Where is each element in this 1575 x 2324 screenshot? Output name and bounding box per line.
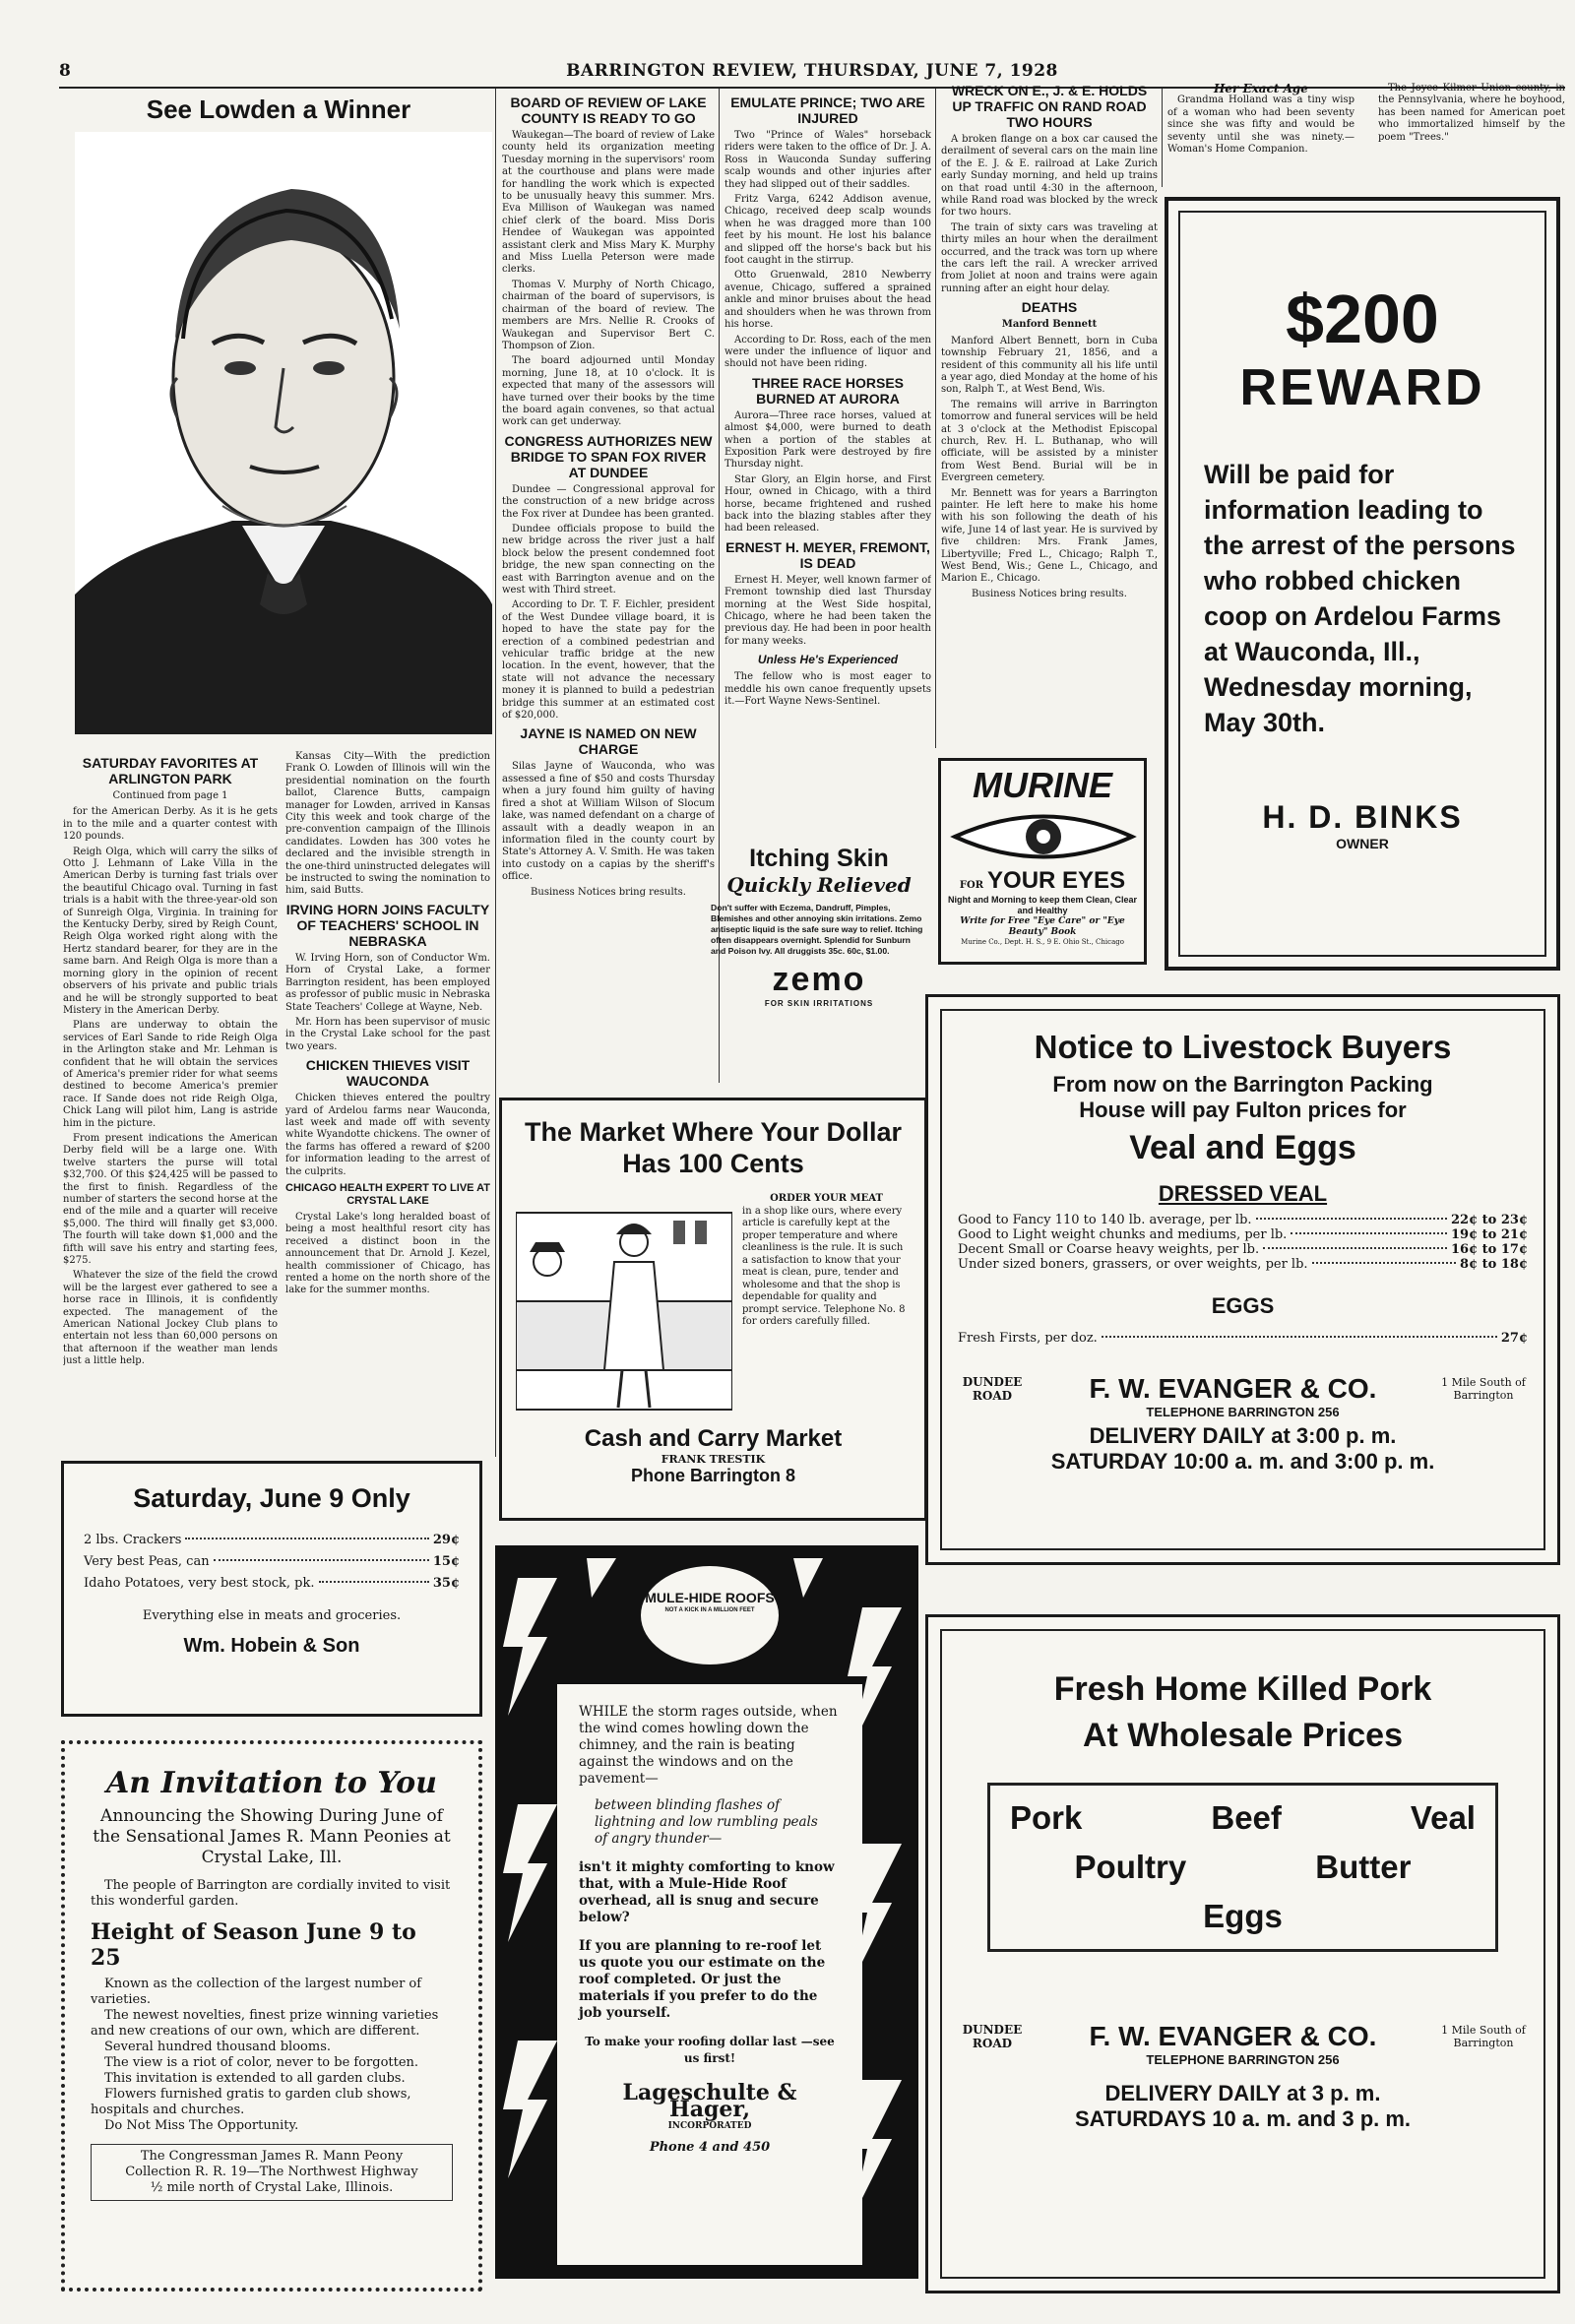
- price-row: [84, 1530, 460, 1551]
- exact-age-headline: Her Exact Age: [1214, 83, 1308, 95]
- deaths-name: Manford Bennett: [1001, 319, 1098, 331]
- market-title: The Market Where Your Dollar Has 100 Cents: [524, 1117, 903, 1178]
- pork-item: Beef: [1211, 1799, 1282, 1836]
- page-number: 8: [59, 61, 71, 81]
- price-value: 16¢ to 17¢: [1451, 1242, 1528, 1257]
- order-heading: ORDER YOUR MEAT: [770, 1193, 883, 1204]
- livestock-title: Notice to Livestock Buyers: [1034, 1029, 1452, 1065]
- livestock-delivery1: DELIVERY DAILY at 3:00 p. m.: [1089, 1423, 1397, 1448]
- article-paragraph: Plans are underway to obtain the services of Earl Sande to ride Reigh Olga in the Arlington stake and Mr. Lehman is confident that he will obtain the services of America's premier rider for what seems destined to become America's premier race. If Sande does not ride Reigh Olga, Chick Lang will pilot him, Lang is astride him in the picture.: [63, 1020, 278, 1129]
- reward-title: REWARD: [1239, 359, 1485, 416]
- pork-firm: F. W. EVANGER & CO.: [1089, 2021, 1377, 2051]
- jayne-headline: JAYNE IS NAMED ON NEW CHARGE: [520, 725, 697, 758]
- pork-title1: Fresh Home Killed Pork: [1053, 1670, 1432, 1708]
- mulehide-inc: INCORPORATED: [667, 2121, 752, 2131]
- eye-icon: [945, 806, 1142, 867]
- article-paragraph: Aurora—Three race horses, valued at almost $4,000, were burned to death when a portion of the stables at Exposition Park were destroyed by fire Thursday night.: [724, 409, 931, 471]
- article-paragraph: Mr. Bennett was for years a Barrington painter. He left here to make his home with his son following the death of his wife, June 14 of last year. He is survived by five children: Mrs. Frank James, Libertyville; Fred L., Chicago; Ralph T., West Bend, Wis.; Gene L., Chicago, and Marion E., Chicago.: [941, 487, 1158, 585]
- price-label: Good to Light weight chunks and mediums, per lb.: [958, 1227, 1288, 1242]
- order-body: in a shop like ours, where every article is carefully kept at the proper temperature and where cleanliness is the rule. It is such a satisfaction to know that your meat is clean, pure, tender and wholesome and that the shop is dependable for quality and prompt service. Telephone No. 8 for orders carefully filled.: [742, 1205, 906, 1327]
- article-paragraph: The Joyce Kilmer Union county, in the Pennsylvania, where he boyhood, has been named for American poet who immortalized himself by the poem "Trees.": [1378, 83, 1565, 143]
- kansas-city-paragraph: Kansas City—With the prediction Frank O. Lowden of Illinois will win the presidential nomination on the fourth ballot, Clarence Butts, campaign manager for Lowden, arrived in Kansas City this week and took charge of the pre-convention campaign of the Illinois candidates. Lowden has 300 votes he declared and the invisible strength in the one-third uninstructed delegates will be instructed to swing the nomination to him, said Butts.: [285, 751, 490, 897]
- business-notice: Business Notices bring results.: [531, 886, 686, 898]
- mulehide-p2: between blinding flashes of lightning and low rumbling peals of angry thunder—: [595, 1797, 818, 1847]
- article-paragraph: Mr. Horn has been supervisor of music in the Crystal Lake school for the past two years.: [285, 1016, 490, 1052]
- price-value: 8¢ to 18¢: [1460, 1257, 1528, 1272]
- article-paragraph: Two "Prince of Wales" horseback riders were taken to the office of Dr. J. A. Ross in Wauconda Sunday suffering scalp wounds and other injuries after they had slipped out of their saddles.: [724, 130, 931, 190]
- livestock-subtitle: From now on the Barrington Packing House will pay Fulton prices for: [1052, 1072, 1433, 1122]
- article-paragraph: The fellow who is most eager to meddle his own canoe frequently upsets it.—Fort Wayne News-Sentinel.: [724, 671, 931, 708]
- column-rule: [495, 89, 496, 1457]
- price-value: 22¢ to 23¢: [1451, 1213, 1528, 1227]
- article-paragraph: According to Dr. Ross, each of the men were under the influence of liquor and should not have been riding.: [724, 334, 931, 370]
- kilmer-article: [1378, 83, 1565, 171]
- invitation-line: Known as the collection of the largest number of varieties.: [91, 1977, 422, 2007]
- price-row: [84, 1551, 460, 1573]
- invitation-season: Height of Season June 9 to 25: [91, 1919, 416, 1971]
- mulehide-text-panel: [557, 1684, 862, 2265]
- business-notice-line: [506, 1057, 713, 1073]
- pork-mile: 1 Mile South of Barrington: [1441, 2024, 1526, 2049]
- price-row: [958, 1242, 1528, 1257]
- mulehide-ad: [495, 1545, 918, 2279]
- pork-item: Veal: [1410, 1799, 1476, 1836]
- continued-line: Continued from page 1: [112, 790, 228, 801]
- board-review-headline: BOARD OF REVIEW OF LAKE COUNTY IS READY TO GO: [510, 94, 707, 126]
- mulehide-p4: If you are planning to re-roof let us quote you our estimate on the roof completed. Or just the materials if you prefer to do the job yourself.: [579, 1938, 826, 2021]
- article-paragraph: Crystal Lake's long heralded boast of being a most healthful resort city has received a distinct boon in the announcement that Dr. Arnold J. Kezel, health commissioner of Chicago, has rented a home on the north shore of the lake for the summer months.: [285, 1211, 490, 1296]
- invitation-line: Several hundred thousand blooms.: [104, 2040, 332, 2054]
- mulehide-logo-text: MULE-HIDE ROOFS: [645, 1590, 775, 1605]
- article-paragraph: Dundee officials propose to build the new bridge across the river just a half block below the present condemned foot bridge, the new span connecting on the east with Barrington avenue and on the west with Third street.: [502, 523, 715, 596]
- price-label: Idaho Potatoes, very best stock, pk.: [84, 1576, 315, 1591]
- reward-name: H. D. BINKS: [1262, 799, 1463, 835]
- market-name: Cash and Carry Market: [584, 1425, 843, 1452]
- price-value: 35¢: [432, 1576, 460, 1591]
- article-paragraph: Silas Jayne of Wauconda, who was assessed a fine of $50 and costs Thursday when a jury found him guilty of having fired a shot at William Wilson of Slocum lake, was named defendant on a charge of assault with a deadly weapon in an information filed in the county court by State's Attorney A. V. Smith. He was taken into custody on a capias by the sheriff's office.: [502, 761, 715, 883]
- invitation-footer: The Congressman James R. Mann Peony Collection R. R. 19—The Northwest Highway ½ mile north of Crystal Lake, Illinois.: [91, 2144, 453, 2201]
- article-paragraph: The remains will arrive in Barrington tomorrow and funeral services will be held at 3 o'clock at the Methodist Episcopal church, Rev. H. L. Buthanap, who will officiate, will be assisted by a minister from West Bend. Burial will be in Evergreen cemetery.: [941, 399, 1158, 484]
- mulehide-firm: Lageschulte & Hager,: [622, 2080, 797, 2122]
- pork-item: Poultry: [1074, 1849, 1187, 1885]
- pork-phone: TELEPHONE BARRINGTON 256: [1146, 2052, 1340, 2067]
- column-4-articles: [724, 91, 931, 839]
- reward-role: OWNER: [1336, 836, 1389, 851]
- article-paragraph: Waukegan—The board of review of Lake county held its organization meeting Tuesday morning in the supervisors' room at the courthouse and plans were made for handling the work which is expected to be unusually heavy this summer. Mrs. Eva Millison of Waukegan was named chief clerk of the board. Miss Doris Hendee of Waukegan was appointed assistant clerk and Miss Mary K. Murphy and Miss Luella Peterson were made clerks.: [502, 130, 715, 276]
- wreck-headline: WRECK ON E., J. & E. HOLDS UP TRAFFIC ON RAND ROAD TWO HOURS: [951, 83, 1148, 130]
- murine-address: Murine Co., Dept. H. S., 9 E. Ohio St., Chicago: [961, 938, 1124, 946]
- zemo-brand: zemo: [772, 961, 866, 998]
- price-row: [958, 1213, 1528, 1227]
- price-row: [84, 1573, 460, 1595]
- meyer-headline: ERNEST H. MEYER, FREMONT, IS DEAD: [725, 538, 930, 571]
- zemo-tagline: FOR SKIN IRRITATIONS: [764, 999, 874, 1008]
- saturday-footer: Everything else in meats and groceries.: [142, 1608, 402, 1623]
- price-value: 27¢: [1500, 1331, 1528, 1346]
- article-paragraph: Reigh Olga, which will carry the silks of Otto J. Lehmann of Lake Villa in the American Derby is turning fast trials over the beautiful Chicago oval. Turning in fast trials is a habit with the three-year-old son of Sunreigh Olga, Virginia. In training for the Kentucky Derby, sired by Reigh Count, Reigh Olga worked right along with the Hertz standard bearer, for they are in the same barn. And Reigh Olga is more than a morning glory in the opinion of recent observers of his private and public trials and he will be strongly supported to beat Mistery in the American Derby.: [63, 846, 278, 1016]
- article-paragraph: Dundee — Congressional approval for the construction of a new bridge across the Fox river at Dundee has been granted.: [502, 483, 715, 520]
- race-horses-headline: THREE RACE HORSES BURNED AT AURORA: [751, 374, 905, 407]
- congress-headline: CONGRESS AUTHORIZES NEW BRIDGE TO SPAN FOX RIVER AT DUNDEE: [504, 432, 713, 480]
- mulehide-logo: [641, 1566, 779, 1664]
- mulehide-p5: To make your roofing dollar last —see us first!: [585, 2035, 835, 2065]
- price-row: [958, 1227, 1528, 1242]
- article-paragraph: Whatever the size of the field the crowd will be the largest ever gathered to see a horse race in Illinois, it is confidently expected. The management of the American National Jockey Club plans to entertain not less than 60,000 persons on that afternoon if the weather man lends just a little help.: [63, 1270, 278, 1367]
- column-rule: [1162, 89, 1163, 187]
- masthead: [59, 61, 1565, 85]
- murine-ad: [938, 758, 1147, 965]
- business-notice: Business Notices bring results.: [972, 588, 1127, 599]
- invitation-subtitle: Announcing the Showing During June of the Sensational James R. Mann Peonies at Crystal Lake, Ill.: [93, 1806, 451, 1867]
- invitation-invite: The people of Barrington are cordially invited to visit this wonderful garden.: [91, 1878, 451, 1909]
- reward-amount: $200: [1286, 281, 1439, 357]
- eggs-heading: EGGS: [1211, 1293, 1275, 1318]
- pork-title2: At Wholesale Prices: [1082, 1717, 1403, 1754]
- livestock-items: Veal and Eggs: [1129, 1129, 1356, 1166]
- livestock-firm: F. W. EVANGER & CO.: [1089, 1373, 1377, 1404]
- article-paragraph: The train of sixty cars was traveling at thirty miles an hour when the derailment occurred, and the track was torn up where the cars left the rail. A wrecker arrived from Joliet at noon and trains were again running after an eight hour delay.: [941, 221, 1158, 294]
- murine-for: FOR: [959, 880, 984, 891]
- shop-illustration: [516, 1193, 732, 1419]
- livestock-phone: TELEPHONE BARRINGTON 256: [1146, 1405, 1340, 1419]
- invitation-line: The newest novelties, finest prize winning varieties and new creations of our own, which are different.: [91, 2008, 439, 2039]
- livestock-mile: 1 Mile South of Barrington: [1441, 1376, 1526, 1402]
- article-paragraph: W. Irving Horn, son of Conductor Wm. Horn of Crystal Lake, a former Barrington resident, has been employed as professor of public music in Nebraska State Teachers' College at Wayne, Neb.: [285, 952, 490, 1013]
- invitation-title: An Invitation to You: [106, 1766, 437, 1800]
- price-value: 19¢ to 21¢: [1451, 1227, 1528, 1242]
- column-2-articles: [285, 751, 490, 1440]
- pork-item: Pork: [1010, 1799, 1083, 1836]
- pork-delivery1: DELIVERY DAILY at 3 p. m.: [1104, 2081, 1381, 2105]
- price-row: [958, 1331, 1528, 1346]
- invitation-line: Flowers furnished gratis to garden club shows, hospitals and churches.: [91, 2087, 411, 2117]
- murine-line2: Write for Free "Eye Care" or "Eye Beauty" Book: [960, 916, 1125, 937]
- article-paragraph: Fritz Varga, 6242 Addison avenue, Chicago, received deep scalp wounds when he was dragged more than 100 feet by his mount. He lost his balance and slipped off the horse's back but his foot caught in the stirrup.: [724, 194, 931, 267]
- price-label: Decent Small or Coarse heavy weights, per lb.: [958, 1242, 1260, 1257]
- unless-headline: Unless He's Experienced: [757, 653, 899, 667]
- zemo-ad: [711, 845, 927, 1081]
- article-paragraph: for the American Derby. As it is he gets in to the mile and a quarter contest with 120 pounds.: [63, 806, 278, 843]
- saturday-store: Wm. Hobein & Son: [183, 1635, 360, 1657]
- invitation-lines: [91, 1977, 453, 2134]
- column-3-articles: [502, 91, 715, 1075]
- article-paragraph: From present indications the American Derby field will be a large one. With twelve starters the purse will total $32,700. Of this $24,425 will be passed to the first to finish. Regardless of the number of starters the second horse at the end of the mile and a quarter will receive $5,000. The third will finally get $3,000. The fourth will take down $1,000 and the fifth will save his entry and starting fees, $275.: [63, 1132, 278, 1267]
- saturday-ad: [61, 1461, 482, 1717]
- article-paragraph: Manford Albert Bennett, born in Cuba township February 21, 1856, and a resident of this community all his life until a year ago, died Monday at the home of his son, Ralph T., at West Bend, Wis.: [941, 335, 1158, 396]
- price-row: [958, 1257, 1528, 1272]
- pork-ad: [925, 1614, 1560, 2293]
- eggs-price-list: [958, 1331, 1528, 1346]
- mulehide-phone: Phone 4 and 450: [649, 2140, 771, 2155]
- price-value: 15¢: [432, 1554, 460, 1569]
- pork-items-box: [987, 1783, 1498, 1952]
- market-phone: Phone Barrington 8: [630, 1466, 795, 1485]
- article-paragraph: Ernest H. Meyer, well known farmer of Fremont township died last Thursday morning at the West Side hospital, Chicago, where he had been taken the previous day. He had been in poor health for many weeks.: [724, 574, 931, 647]
- masthead-title: BARRINGTON REVIEW, THURSDAY, JUNE 7, 1928: [566, 61, 1058, 81]
- mulehide-p1: WHILE the storm rages outside, when the wind comes howling down the chimney, and the rain is beating against the windows and on the pavement—: [579, 1704, 838, 1787]
- portrait-illustration: [75, 132, 492, 734]
- price-value: 29¢: [432, 1533, 460, 1547]
- invitation-line: The view is a riot of color, never to be forgotten.: [104, 2055, 419, 2070]
- mulehide-logo-sub: NOT A KICK IN A MILLION FEET: [664, 1607, 755, 1613]
- price-label: Very best Peas, can: [84, 1554, 210, 1569]
- emulate-headline: EMULATE PRINCE; TWO ARE INJURED: [730, 94, 925, 126]
- article-paragraph: The board adjourned until Monday morning, June 18, at 10 o'clock. It is expected that many of the assessors will have turned over their books by the time the board again convenes, so that actual work can get underway.: [502, 355, 715, 428]
- invitation-ad: [61, 1740, 482, 2292]
- article-paragraph: A broken flange on a box car caused the derailment of several cars on the main line of the E. J. & E. railroad at Lake Zurich early Sunday morning, and held up trains on that road until 4:30 in the afternoon, while Rand road was blocked by the wreck for two hours.: [941, 134, 1158, 219]
- column-5-articles: [941, 79, 1158, 748]
- veal-price-list: [958, 1213, 1528, 1272]
- price-label: Good to Fancy 110 to 140 lb. average, per lb.: [958, 1213, 1252, 1227]
- murine-brand: MURINE: [973, 765, 1112, 805]
- irving-horn-headline: IRVING HORN JOINS FACULTY OF TEACHERS' SCHOOL IN NEBRASKA: [285, 901, 490, 949]
- column-rule: [935, 89, 936, 748]
- pork-road: DUNDEE ROAD: [962, 2023, 1023, 2050]
- veal-heading: DRESSED VEAL: [1158, 1181, 1328, 1206]
- zemo-title: Itching Skin: [749, 845, 889, 872]
- price-label: Under sized boners, grassers, or over weights, per lb.: [958, 1257, 1308, 1272]
- pork-delivery2: SATURDAYS 10 a. m. and 3 p. m.: [1074, 2106, 1412, 2131]
- pork-item: Butter: [1315, 1849, 1412, 1885]
- livestock-ad: [925, 994, 1560, 1565]
- reward-ad: [1165, 197, 1560, 971]
- invitation-line: Do Not Miss The Opportunity.: [104, 2118, 299, 2133]
- murine-line1: Night and Morning to keep them Clean, Clear and Healthy: [947, 895, 1138, 915]
- saturday-favorites-headline: SATURDAY FAVORITES AT ARLINGTON PARK: [82, 755, 259, 786]
- article-paragraph: Thomas V. Murphy of North Chicago, chairman of the board of supervisors, is chairman of the board of review. The members are Mrs. Nellie R. Crooks of Waukegan and Supervisor Bert C. Thompson of Zion.: [502, 279, 715, 351]
- saturday-title: Saturday, June 9 Only: [133, 1483, 410, 1513]
- article-paragraph: Star Glory, an Elgin horse, and First Hour, owned in Chicago, with a third horse, became frightened and rushed back into the blazing stables after they had been released.: [724, 473, 931, 534]
- article-paragraph: Grandma Holland was a tiny wisp of a woman who had been seventy since she was fifty and would be seventy until she was ninety.—Woman's Home Companion.: [1167, 94, 1354, 156]
- mulehide-p3: isn't it mighty comforting to know that, with a Mule-Hide Roof overhead, all is snug and secure below?: [579, 1859, 835, 1925]
- zemo-body: Don't suffer with Eczema, Dandruff, Pimples, Blemishes and other annoying skin irritations. Zemo antiseptic liquid is the safe sure way to relief. Itching often disappears overnight. Splendid for Sunburn and Poison Ivy. All druggists 35c. 60c, $1.00.: [711, 903, 923, 956]
- deaths-headline: DEATHS: [1021, 299, 1078, 316]
- lowden-portrait: [75, 132, 492, 734]
- pork-item: Eggs: [1203, 1898, 1283, 1934]
- reward-body: Will be paid for information leading to the arrest of the persons who robbed chicken coop on Ardelou Farms at Wauconda, Ill., Wednesday morning, May 30th.: [1204, 460, 1516, 737]
- murine-tagline: YOUR EYES: [987, 867, 1126, 894]
- saturday-price-list: [84, 1530, 460, 1595]
- market-owner: FRANK TRESTIK: [661, 1453, 766, 1466]
- lowden-block: [65, 94, 492, 125]
- livestock-delivery2: SATURDAY 10:00 a. m. and 3:00 p. m.: [1050, 1449, 1435, 1474]
- chicken-thieves-headline: CHICKEN THIEVES VISIT WAUCONDA: [305, 1057, 471, 1090]
- article-paragraph: Chicken thieves entered the poultry yard of Ardelou farms near Wauconda, last week and made off with seventy white Wyandotte chickens. The owner of the farms has offered a reward of $200 for information leading to the arrest of the culprits.: [285, 1093, 490, 1177]
- saturday-favorites-article: [63, 751, 278, 1440]
- exact-age-article: [1167, 83, 1354, 171]
- price-label: Fresh Firsts, per doz.: [958, 1331, 1098, 1346]
- market-illustration: [516, 1193, 732, 1419]
- lowden-headline: See Lowden a Winner: [146, 94, 411, 124]
- chicago-health-headline: CHICAGO HEALTH EXPERT TO LIVE AT CRYSTAL LAKE: [285, 1181, 490, 1207]
- market-ad: [499, 1098, 927, 1521]
- article-paragraph: Otto Gruenwald, 2810 Newberry avenue, Chicago, suffered a sprained ankle and minor bruises about the head and shoulders when he was thrown from his horse.: [724, 270, 931, 331]
- murine-eye-art: [945, 806, 1140, 867]
- zemo-subtitle: Quickly Relieved: [726, 873, 912, 897]
- article-paragraph: According to Dr. T. F. Eichler, president of the West Dundee village board, it is hoped to have the state pay for the erection of a combined pedestrian and vehicular traffic bridge at the new location. In the event, however, that the state will not advance the necessary money it is planned to build a pedestrian bridge this summer at an estimated cost of $20,000.: [502, 599, 715, 722]
- livestock-road: DUNDEE ROAD: [962, 1375, 1023, 1403]
- price-label: 2 lbs. Crackers: [84, 1533, 182, 1547]
- invitation-line: This invitation is extended to all garden clubs.: [104, 2071, 406, 2086]
